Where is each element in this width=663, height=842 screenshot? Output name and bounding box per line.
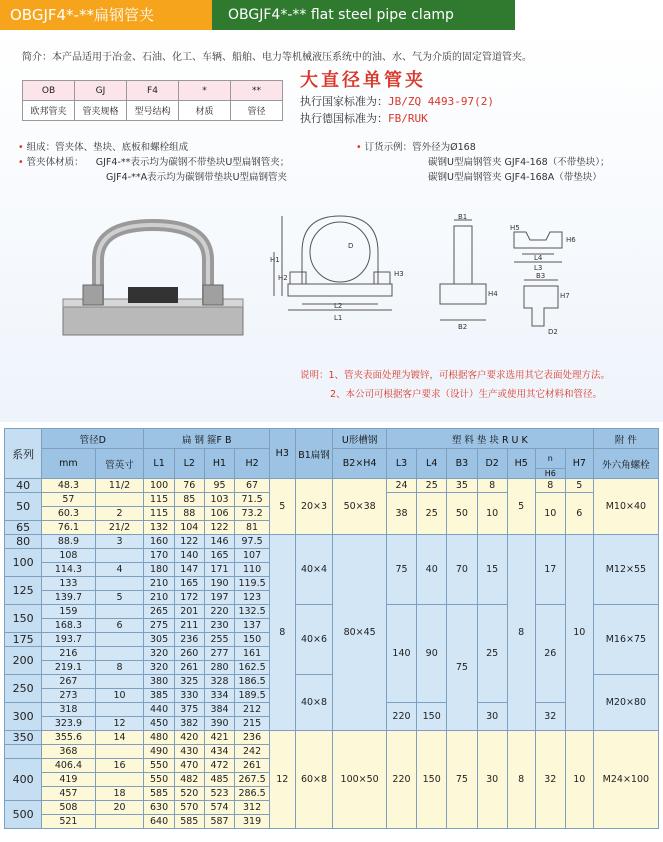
code-cell: ** bbox=[231, 81, 283, 101]
col-series: 系列 bbox=[5, 429, 42, 479]
col-h7: H7 bbox=[565, 449, 593, 479]
cell bbox=[95, 605, 144, 619]
cell: 10 bbox=[95, 689, 144, 703]
cell: 100×50 bbox=[333, 731, 386, 829]
cell: 40×4 bbox=[295, 535, 333, 605]
cell: 115 bbox=[144, 493, 174, 507]
cell: 57 bbox=[42, 493, 95, 507]
cell bbox=[95, 633, 144, 647]
col-h1: H1 bbox=[204, 449, 234, 479]
cell: 12 bbox=[270, 731, 296, 829]
table-row bbox=[5, 535, 659, 549]
col-h3: H3 bbox=[270, 429, 296, 479]
cell bbox=[5, 745, 42, 759]
cell: 132.5 bbox=[235, 605, 270, 619]
cell: 328 bbox=[204, 675, 234, 689]
cell: 76 bbox=[174, 479, 204, 493]
cell: 320 bbox=[144, 661, 174, 675]
col-pipe: 管径D bbox=[42, 429, 144, 449]
cell: 212 bbox=[235, 703, 270, 717]
cell: 550 bbox=[144, 773, 174, 787]
cell: 4 bbox=[95, 563, 144, 577]
cell: 122 bbox=[204, 521, 234, 535]
side-view-drawing bbox=[430, 212, 502, 342]
cn-standard: 执行国家标准为：JB/ZQ 4493-97(2) bbox=[300, 95, 494, 108]
cell: 480 bbox=[144, 731, 174, 745]
cell: 132 bbox=[144, 521, 174, 535]
cell: 350 bbox=[5, 731, 42, 745]
cell: 170 bbox=[144, 549, 174, 563]
cell: 107 bbox=[235, 549, 270, 563]
cell: 14 bbox=[95, 731, 144, 745]
cell: 570 bbox=[174, 801, 204, 815]
cell: 115 bbox=[144, 507, 174, 521]
header-left-title: OBGJF4*-**扁钢管夹 bbox=[0, 0, 212, 30]
cell: 6 bbox=[565, 493, 593, 535]
front-view-drawing bbox=[268, 212, 408, 342]
spec-table bbox=[4, 428, 659, 829]
cell: 15 bbox=[477, 535, 507, 605]
cell: 175 bbox=[5, 633, 42, 647]
cell: 305 bbox=[144, 633, 174, 647]
cell: 267 bbox=[42, 675, 95, 689]
cell: 146 bbox=[204, 535, 234, 549]
cell: 26 bbox=[535, 605, 565, 703]
cell: 180 bbox=[144, 563, 174, 577]
cell: 100 bbox=[144, 479, 174, 493]
svg-text:H5: H5 bbox=[510, 224, 520, 232]
svg-text:H7: H7 bbox=[560, 292, 570, 300]
meaning-cell: 欧邦管夹 bbox=[23, 101, 75, 121]
cell: 40×8 bbox=[295, 675, 333, 731]
svg-text:D: D bbox=[348, 242, 354, 250]
col-d2: D2 bbox=[477, 449, 507, 479]
cell: 60.3 bbox=[42, 507, 95, 521]
svg-text:H2: H2 bbox=[278, 274, 288, 282]
bullet-icon: • bbox=[18, 157, 24, 168]
cell: 8 bbox=[477, 479, 507, 493]
spec-table-body bbox=[5, 479, 659, 829]
cell: 385 bbox=[144, 689, 174, 703]
cell: 25 bbox=[477, 605, 507, 703]
cell: 114.3 bbox=[42, 563, 95, 577]
cell: 35 bbox=[447, 479, 477, 493]
cell: 50 bbox=[447, 493, 477, 535]
cell: 406.4 bbox=[42, 759, 95, 773]
cell: 168.3 bbox=[42, 619, 95, 633]
cell: 140 bbox=[386, 605, 416, 703]
col-l2: L2 bbox=[174, 449, 204, 479]
svg-text:L4: L4 bbox=[534, 254, 543, 262]
cell: 630 bbox=[144, 801, 174, 815]
cell: 5 bbox=[565, 479, 593, 493]
cell: 16 bbox=[95, 759, 144, 773]
cell: 186.5 bbox=[235, 675, 270, 689]
cell: 67 bbox=[235, 479, 270, 493]
cell: 159 bbox=[42, 605, 95, 619]
cell: 220 bbox=[386, 731, 416, 829]
cell: 10 bbox=[535, 493, 565, 535]
cell: 470 bbox=[174, 759, 204, 773]
cell: 150 bbox=[417, 731, 447, 829]
cell: 5 bbox=[507, 479, 535, 535]
cell: M24×100 bbox=[593, 731, 658, 829]
cell: 420 bbox=[174, 731, 204, 745]
cell: 197 bbox=[204, 591, 234, 605]
cell: 75 bbox=[447, 731, 477, 829]
cell: 165 bbox=[204, 549, 234, 563]
cell: 508 bbox=[42, 801, 95, 815]
cell: 286.5 bbox=[235, 787, 270, 801]
cell: 384 bbox=[204, 703, 234, 717]
cell: 201 bbox=[174, 605, 204, 619]
code-cell: * bbox=[179, 81, 231, 101]
cell: 30 bbox=[477, 731, 507, 829]
cell: 210 bbox=[144, 591, 174, 605]
svg-text:B1: B1 bbox=[458, 213, 468, 221]
svg-text:H1: H1 bbox=[270, 256, 280, 264]
cell: 71.5 bbox=[235, 493, 270, 507]
cell: 260 bbox=[174, 647, 204, 661]
cell: 10 bbox=[565, 535, 593, 731]
cell: M10×40 bbox=[593, 479, 658, 535]
cell: 320 bbox=[144, 647, 174, 661]
svg-text:L2: L2 bbox=[334, 302, 343, 310]
cell: 236 bbox=[235, 731, 270, 745]
cell: 265 bbox=[144, 605, 174, 619]
col-n: n bbox=[535, 449, 565, 469]
cell bbox=[95, 493, 144, 507]
cell: 5 bbox=[270, 479, 296, 535]
cell: 300 bbox=[5, 703, 42, 731]
cell: 220 bbox=[386, 703, 416, 731]
cell: 390 bbox=[204, 717, 234, 731]
cell: 523 bbox=[204, 787, 234, 801]
cell: 40 bbox=[5, 479, 42, 493]
cell: 80×45 bbox=[333, 535, 386, 731]
cell bbox=[95, 703, 144, 717]
cell: 24 bbox=[386, 479, 416, 493]
bullet-icon: • bbox=[18, 142, 24, 153]
cell: 32 bbox=[535, 703, 565, 731]
svg-text:B3: B3 bbox=[536, 272, 546, 280]
svg-text:H4: H4 bbox=[488, 290, 498, 298]
col-acc: 附 件 bbox=[593, 429, 658, 449]
cell: 25 bbox=[417, 493, 447, 535]
cell: 11/2 bbox=[95, 479, 144, 493]
order-example: • 订货示例：管外径为Ø168 碳钢U型扁钢管夹 GJF4-168（不带垫块）； 碳钢U型扁钢管夹 GJF4-168A（带垫块） bbox=[356, 142, 610, 183]
cell: 12 bbox=[95, 717, 144, 731]
cell: 242 bbox=[235, 745, 270, 759]
cell bbox=[95, 815, 144, 829]
cell: 32 bbox=[535, 731, 565, 829]
cell: 275 bbox=[144, 619, 174, 633]
cell: M16×75 bbox=[593, 605, 658, 675]
cell: 88 bbox=[174, 507, 204, 521]
cell: 75 bbox=[447, 605, 477, 731]
cell: 171 bbox=[204, 563, 234, 577]
cell: 108 bbox=[42, 549, 95, 563]
cell: 6 bbox=[95, 619, 144, 633]
cell: 150 bbox=[235, 633, 270, 647]
cell: 10 bbox=[565, 731, 593, 829]
cell: 81 bbox=[235, 521, 270, 535]
cell: 8 bbox=[95, 661, 144, 675]
cell: 255 bbox=[204, 633, 234, 647]
cell: 38 bbox=[386, 493, 416, 535]
cell bbox=[95, 647, 144, 661]
cell: 150 bbox=[417, 703, 447, 731]
col-l4: L4 bbox=[417, 449, 447, 479]
cell: 334 bbox=[204, 689, 234, 703]
cell: 323.9 bbox=[42, 717, 95, 731]
cell: 119.5 bbox=[235, 577, 270, 591]
cell: 8 bbox=[507, 535, 535, 731]
cell: 330 bbox=[174, 689, 204, 703]
cell: 60×8 bbox=[295, 731, 333, 829]
cell: 95 bbox=[204, 479, 234, 493]
de-standard: 执行德国标准为：FB/RUK bbox=[300, 112, 428, 125]
col-inch: 管英寸 bbox=[95, 449, 144, 479]
cell: 585 bbox=[174, 815, 204, 829]
cell: 319 bbox=[235, 815, 270, 829]
product-photo bbox=[58, 215, 248, 350]
cell: 10 bbox=[477, 493, 507, 535]
cell: 585 bbox=[144, 787, 174, 801]
notes bbox=[300, 366, 610, 404]
cell: 123 bbox=[235, 591, 270, 605]
cell: 250 bbox=[5, 675, 42, 703]
cell: 162.5 bbox=[235, 661, 270, 675]
code-cell: GJ bbox=[75, 81, 127, 101]
cell: 137 bbox=[235, 619, 270, 633]
table-row bbox=[5, 479, 659, 493]
cell: 90 bbox=[417, 605, 447, 703]
cell: 472 bbox=[204, 759, 234, 773]
code-cell: OB bbox=[23, 81, 75, 101]
cell: 587 bbox=[204, 815, 234, 829]
cell: 520 bbox=[174, 787, 204, 801]
cell: 325 bbox=[174, 675, 204, 689]
svg-text:H6: H6 bbox=[566, 236, 576, 244]
cell: 219.1 bbox=[42, 661, 95, 675]
cell: 267.5 bbox=[235, 773, 270, 787]
cell: 211 bbox=[174, 619, 204, 633]
cell: 85 bbox=[174, 493, 204, 507]
cell: 3 bbox=[95, 535, 144, 549]
col-ush: U形槽钢 bbox=[333, 429, 386, 449]
code-cell: F4 bbox=[127, 81, 179, 101]
cell: 106 bbox=[204, 507, 234, 521]
cell: 104 bbox=[174, 521, 204, 535]
col-l3: L3 bbox=[386, 449, 416, 479]
cell: 236 bbox=[174, 633, 204, 647]
product-title: 大直径单管夹 bbox=[300, 70, 426, 91]
cell: 17 bbox=[535, 535, 565, 605]
cell bbox=[95, 773, 144, 787]
code-table bbox=[22, 80, 283, 121]
col-pad: 塑 料 垫 块 R U K bbox=[386, 429, 593, 449]
cell: 355.6 bbox=[42, 731, 95, 745]
cell: 165 bbox=[174, 577, 204, 591]
cell: 25 bbox=[417, 479, 447, 493]
bullet-icon: • bbox=[356, 142, 362, 153]
cell: 20×3 bbox=[295, 479, 333, 535]
table-row bbox=[5, 605, 659, 619]
intro-text: 简介：本产品适用于冶金、石油、化工、车辆、船舶、电力等机械液压系统中的油、水、气为介质的固定管道管夹。 bbox=[22, 52, 532, 63]
cell: 521 bbox=[42, 815, 95, 829]
cell: 48.3 bbox=[42, 479, 95, 493]
cell: 230 bbox=[204, 619, 234, 633]
col-mm: mm bbox=[42, 449, 95, 479]
cell: 2 bbox=[95, 507, 144, 521]
svg-text:B2: B2 bbox=[458, 323, 468, 331]
header-right-title: OBGJF4*-** flat steel pipe clamp bbox=[212, 0, 515, 30]
col-b3: B3 bbox=[447, 449, 477, 479]
cell: 482 bbox=[174, 773, 204, 787]
cell: 440 bbox=[144, 703, 174, 717]
cell: 122 bbox=[174, 535, 204, 549]
cell: 50 bbox=[5, 493, 42, 521]
cell: 80 bbox=[5, 535, 42, 549]
cell: 110 bbox=[235, 563, 270, 577]
spec-bullets: • 组成：管夹体、垫块、底板和螺栓组成 • 管夹体材质： GJF4-**表示均为碳钢不带垫块U型扁钢管夹； GJF4-**A表示均为碳钢带垫块U型扁钢管夹 bbox=[18, 142, 290, 183]
header-bar bbox=[0, 0, 663, 30]
cell: 8 bbox=[270, 535, 296, 731]
cell: 88.9 bbox=[42, 535, 95, 549]
svg-text:L3: L3 bbox=[534, 264, 543, 272]
cell: 457 bbox=[42, 787, 95, 801]
cell: 75 bbox=[386, 535, 416, 605]
meaning-cell: 型号结构 bbox=[127, 101, 179, 121]
cell: 485 bbox=[204, 773, 234, 787]
svg-text:H3: H3 bbox=[394, 270, 404, 278]
cell: 273 bbox=[42, 689, 95, 703]
cell: 73.2 bbox=[235, 507, 270, 521]
cell: 318 bbox=[42, 703, 95, 717]
note-1: 说明：1、管夹表面处理为镀锌，可根据客户要求选用其它表面处理方法。 bbox=[300, 370, 611, 381]
cell: 261 bbox=[235, 759, 270, 773]
table-row bbox=[5, 731, 659, 745]
cell: 277 bbox=[204, 647, 234, 661]
cell: 312 bbox=[235, 801, 270, 815]
cell: 640 bbox=[144, 815, 174, 829]
cell: 190 bbox=[204, 577, 234, 591]
cell: 368 bbox=[42, 745, 95, 759]
cell: 20 bbox=[95, 801, 144, 815]
cell: 70 bbox=[447, 535, 477, 605]
cell: 139.7 bbox=[42, 591, 95, 605]
cell: 434 bbox=[204, 745, 234, 759]
cell: 147 bbox=[174, 563, 204, 577]
cell: 133 bbox=[42, 577, 95, 591]
svg-text:L1: L1 bbox=[334, 314, 343, 322]
note-2: 2、本公司可根据客户要求（设计）生产或使用其它材料和管径。 bbox=[330, 389, 603, 400]
col-bolt: 外六角螺栓 bbox=[593, 449, 658, 479]
cell: 140 bbox=[174, 549, 204, 563]
cell: 550 bbox=[144, 759, 174, 773]
cell: 160 bbox=[144, 535, 174, 549]
cell: 215 bbox=[235, 717, 270, 731]
cell bbox=[95, 577, 144, 591]
cell: 280 bbox=[204, 661, 234, 675]
col-clamp: 扁 钢 箍F B bbox=[144, 429, 270, 449]
cell: 261 bbox=[174, 661, 204, 675]
cell: 161 bbox=[235, 647, 270, 661]
cell: 375 bbox=[174, 703, 204, 717]
cell: M12×55 bbox=[593, 535, 658, 605]
meaning-cell: 管径 bbox=[231, 101, 283, 121]
col-l1: L1 bbox=[144, 449, 174, 479]
cell: 500 bbox=[5, 801, 42, 829]
cell: 216 bbox=[42, 647, 95, 661]
cell: 65 bbox=[5, 521, 42, 535]
cell: 100 bbox=[5, 549, 42, 577]
cell: 382 bbox=[174, 717, 204, 731]
cell: 40×6 bbox=[295, 605, 333, 675]
cell: 125 bbox=[5, 577, 42, 605]
cell: 490 bbox=[144, 745, 174, 759]
cell: 210 bbox=[144, 577, 174, 591]
cell: 8 bbox=[535, 479, 565, 493]
cell: 18 bbox=[95, 787, 144, 801]
cell: 30 bbox=[477, 703, 507, 731]
cell bbox=[95, 549, 144, 563]
cell: 8 bbox=[507, 731, 535, 829]
cell: 430 bbox=[174, 745, 204, 759]
col-h6: H6 bbox=[535, 469, 565, 479]
col-b2h4: B2×H4 bbox=[333, 449, 386, 479]
col-b1: B1扁钢 bbox=[295, 429, 333, 479]
cell: 189.5 bbox=[235, 689, 270, 703]
cell bbox=[95, 675, 144, 689]
svg-text:D2: D2 bbox=[548, 328, 558, 336]
cell: 76.1 bbox=[42, 521, 95, 535]
col-h2: H2 bbox=[235, 449, 270, 479]
cell: 419 bbox=[42, 773, 95, 787]
cell: 21/2 bbox=[95, 521, 144, 535]
cell: 220 bbox=[204, 605, 234, 619]
pad-drawing bbox=[508, 218, 588, 338]
cell: 5 bbox=[95, 591, 144, 605]
meaning-cell: 材质 bbox=[179, 101, 231, 121]
cell: 450 bbox=[144, 717, 174, 731]
cell: 40 bbox=[417, 535, 447, 605]
cell: 193.7 bbox=[42, 633, 95, 647]
cell: 103 bbox=[204, 493, 234, 507]
cell: 150 bbox=[5, 605, 42, 633]
cell bbox=[95, 745, 144, 759]
cell: 50×38 bbox=[333, 479, 386, 535]
meaning-cell: 管夹规格 bbox=[75, 101, 127, 121]
cell: 97.5 bbox=[235, 535, 270, 549]
cell: 200 bbox=[5, 647, 42, 675]
cell: M20×80 bbox=[593, 675, 658, 731]
cell: 172 bbox=[174, 591, 204, 605]
cell: 400 bbox=[5, 759, 42, 801]
cell: 380 bbox=[144, 675, 174, 689]
col-h5: H5 bbox=[507, 449, 535, 479]
cell: 574 bbox=[204, 801, 234, 815]
cell: 421 bbox=[204, 731, 234, 745]
